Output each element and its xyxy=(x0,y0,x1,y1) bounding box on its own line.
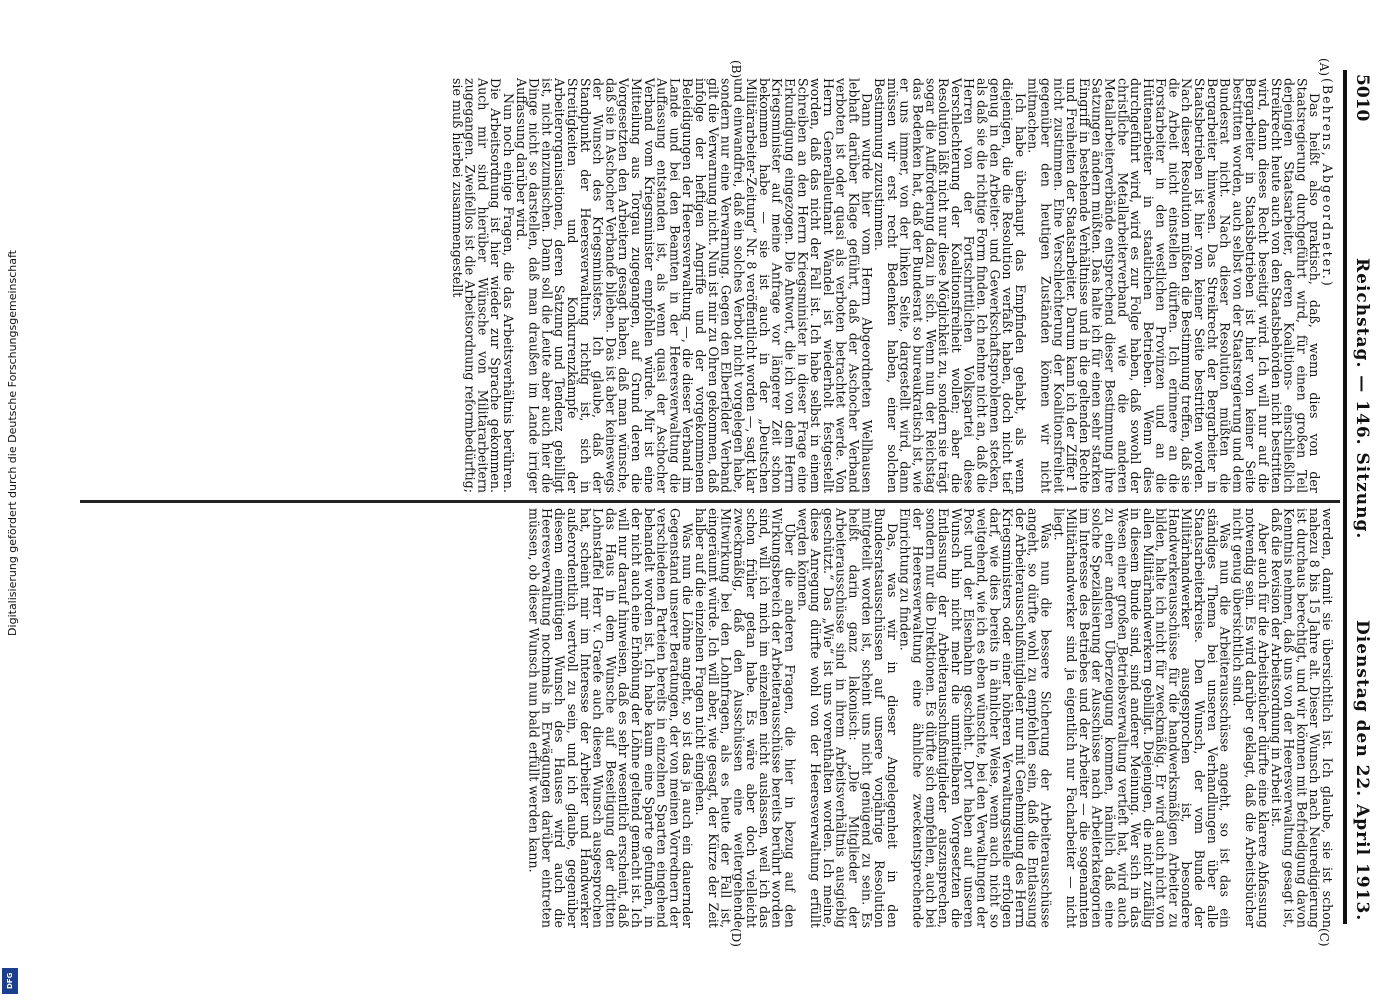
margin-marker-a: (A) xyxy=(1317,58,1331,77)
paragraph: Über die anderen Fragen, die hier in bezug auf den Wirkungsbereich der Arbeiterausschüsse bereits berührt worden sind, will ich mich im einzelnen nicht auslassen, weil ich das schon früher getan habe. Es wäre aber doch vielleicht zweckmäßig, daß den Ausschüssen eine weitergehende Mitwirkung bei den Lohnfragen, als es heute der Fall ist, eingeräumt würde. Ich will aber, wie gesagt, der Kürze der Zeit halber auf die einzelnen Fragen nicht eingehen. xyxy=(692,508,798,928)
page-header-center: Reichstag. — 146. Sitzung. xyxy=(1352,258,1372,540)
header-rule xyxy=(1343,70,1347,924)
paragraph: werden, damit sie übersichtlich ist. Ich glaube, sie ist schon nahezu 8 bis 15 Jahre alt. Dieser Wunsch nach Neuredigierung ist durchaus berechtigt, und wir können mit Befriedigung davon Kenntnis nehmen, daß uns von der Heeresverwaltung gesagt ist, daß die Revision der Arbeitsordnung in Arbeit ist. xyxy=(1268,508,1335,928)
paragraph: Ich habe überhaupt das Empfinden gehabt, als wenn diejenigen, die die Resolution verfaßt haben, doch nicht tief genug in den Arbeiter- und Gewerkschaftsproblemen stecken, als daß sie die richtige Form finden. Ich nehme nicht an, daß die Herren von der Fortschrittlichen Volkspartei diese Verschlechterung der Koalitionsfreiheit wollen; aber die Resolution läßt nicht nur diese Möglichkeit zu, sondern sie trägt sogar die Aufforderung dazu in sich. Wenn nun der Reichstag das Bedenken hat, daß der Bundesrat so bureaukratisch ist, wie er uns immer, von der linken Seite, dargestellt wird, dann müssen wir erst recht Bedenken haben, einer solchen Bestimmung zuzustimmen. xyxy=(872,78,1028,493)
paragraph: Was nun die Arbeiterausschüsse angeht, so ist das ein ständiges Thema bei unseren Verhandlungen über alle Staatsarbeiterkreise. Den Wunsch, der vom Bunde der Militärhandwerker ausgesprochen ist, besondere Handwerkerausschüsse für die handwerksmäßigen Arbeiter zu bilden, halte ich nicht für zweckmäßig. Er wird auch nicht von allen Militärhandwerkern gebilligt. Diejenigen, die nicht zufällig in diesem Bunde sind, sind anderer Meinung. Wer sich in das Wesen einer großen Betriebsverwaltung vertieft hat, wird auch zu einer anderen Überzeugung kommen, nämlich daß eine solche Spezialisierung der Ausschüsse nach Arbeiterkategorien im Interesse des Betriebes und der Arbeiter — die sogenannten Militärhandwerker sind ja eigentlich nur Facharbeiter — nicht liegt. xyxy=(1051,508,1233,928)
column-divider xyxy=(80,500,1340,503)
paragraph: Das heißt also praktisch, daß, wenn dies von der Staatsregierung durchgeführt wird, für einen großen Teil derjenigen Staatsarbeiter, deren Koalitions- einschließlich Streikrecht heute auch von den Staatsbehörden nicht bestritten wird, dann dieses Recht beseitigt wird. Ich will nur auf die Bergarbeiter in Staatsbetrieben ist hier von keiner Seite bestritten worden, auch selbst von der Staatsregierung und dem Bundesrat nicht. Nach dieser Resolution müßten die Bergarbeiter hinwesen. Das Streikrecht der Bergarbeiter in Staatsbetrieben ist hier von keiner Seite bestritten worden. Nach dieser Resolution müßten die Bestimmung treffen, daß sie die Arbeit nicht einstellen dürften. Ich erinnere an die Forstarbeiter in den westlichen Provinzen und an die Hüttenarbeiter in staatlichen Betrieben. Wenn dies durchgeführt wird, wird es zur Folge haben, daß sowohl der christliche Metallarbeiterverband wie die anderen Metallarbeiterverbände entsprechend dieser Bestimmung ihre Satzungen ändern müßten. Das halte ich für einen sehr starken Eingriff in bestehende Verhältnisse und in die geltenden Rechte und Freiheiten der Staatsarbeiter. Darum kann ich der Ziffer 1 nicht zustimmen. Eine Verschlechterung der Koalitionsfreiheit gegenüber den heutigen Zuständen können wir nicht mitmachen. xyxy=(1025,78,1323,493)
paragraph: Was nun die Löhne angeht, so ist das ja auch ein dauernder Gegenstand unserer Beratungen, der von meinen Vorrednern der verschiedenen Parteien bereits in einzelnen Sparten eingehend behandelt worden ist. Ich habe kaum eine Sparte gefunden, in der nicht auch eine Erhöhung der Löhne geltend gemacht ist. Ich will nur darauf hinweisen, daß es sehr wesentlich erscheint, daß das Haus in dem Wunsche auf Beseitigung der dritten Lohnstaffel Herr v. Graefe auch diesen Wunsch ausgesprochen hat, scheint mir im Interesse der Arbeiter und Handwerker außerordentlich wertvoll zu sein, und ich glaube, gegenüber diesem einmütigen Wunsch des Hauses wird auch die Heeresverwaltung nochmals in Erwägungen darüber eintreten müssen, ob dieser Wunsch nun bald erfüllt werden kann. xyxy=(526,508,696,928)
dfg-logo: DFG xyxy=(2,968,18,994)
page-number: 5010 xyxy=(1352,74,1372,122)
margin-marker-b: (B) xyxy=(729,60,743,79)
margin-marker-d: (D) xyxy=(729,928,743,947)
paragraph: Aber auch für die Arbeitsbücher dürfte eine klarere Abfassung notwendig sein. Es wird darüber geklagt, daß die Arbeitsbücher nicht genug übersichtlich sind. xyxy=(1230,508,1272,928)
speaker-label: (Behrens, Abgeordneter.) xyxy=(1320,78,1335,288)
paragraph: Nun noch einige Fragen, die das Arbeitsverhältnis berühren. Die Arbeitsordnung ist hier wieder zur Sprache gekommen. Auch mir sind hierüber Wünsche von Militärarbeitern zugegangen. Zweifellos ist die Arbeitsordnung reformbedürftig; sie muß hierbei zusammengestellt xyxy=(449,78,516,493)
paragraph: Dann wurde hier vom Herrn Abgeordneten Wellhausen lebhaft darüber Klage geführt, daß der Aschocher Verband verboten ist oder quasi als verboten betrachtet werde. Von Herrn Generalleutnant Wandel ist wiederholt festgestellt worden, daß das nicht der Fall ist. Ich habe selbst in einem Schreiben an den Herrn Kriegsminister in dieser Frage eine Erkundigung eingezogen. Die Antwort, die ich von dem Herrn Kriegsminister auf meine Anfrage vor längerer Zeit schon bekommen habe — sie ist auch in der „Deutschen Militärarbeiter-Zeitung“ Nr. 8 veröffentlicht worden —, sagt klar und einwandfrei, daß ein solches Verbot nicht vorgelegen habe, sondern nur eine Verwarnung. Gegen den Elberfelder Verband gilt die Verwarnung nicht. Nun ist mir zu Ohren gekommen, daß infolge der heftigen Angriffe und der vorgekommenen Beleidigungen der Heeresverwaltung —, die dieser Verband im Lande und bei den Beamten in der Heeresverwaltung die Auffassung entstanden ist, als wenn quasi der Aschocher Verband vom Kriegsminister empfohlen würde. Mir ist eine Mitteilung aus Torgau zugegangen, auf Grund deren die Vorgesetzten den Arbeitern gesagt haben, daß man wünsche, daß sie in Aschocher Verbande blieben. Das ist aber keineswegs der Wunsch des Kriegsministers. Ich glaube, daß der Standpunkt der Heeresverwaltung richtig ist, sich in Streitigkeiten und Konkurrenzkämpfe der Arbeiterorganisationen, deren Satzung und Tendenz gebilligt ist, nicht einzumischen. Dann soll die Leute aber auch hier die Dinge nicht so darstellen, daß man draußen im Lande irriger Auffassung darüber wird. xyxy=(513,78,875,493)
page-header-date: Dienstag den 22. April 1913. xyxy=(1352,620,1372,922)
margin-marker-c: (C) xyxy=(1317,928,1331,947)
scanned-page xyxy=(60,0,1372,1000)
digitization-credit: Digitalisierung gefördert durch die Deutsche Forschungsgemeinschaft xyxy=(6,250,19,636)
paragraph: Das, was wir in dieser Angelegenheit in den Bundesratsausschüssen auf unsere vorjährige Resolution mitgeteilt worden ist, scheint uns nicht genügend zu sein. Es heißt darin ganz lakonisch: „Die Mitglieder der Arbeiterausschüsse sind in ihrem Arbeitsverhältnis ausgiebig geschützt.“ Das „Wie“ ist uns vorenthalten worden. Ich meine, diese Anregung dürfte wohl von der Heeresverwaltung erfüllt werden können. xyxy=(795,508,900,928)
text-column-right xyxy=(185,508,1333,928)
text-column-left xyxy=(185,78,1333,493)
paragraph: Was nun die bessere Sicherung der Arbeiterausschüsse angeht, so dürfte wohl zu empfehlen sein, daß die Entlassung der Arbeiterausschußmitglieder nur mit Genehmigung des Herrn Kriegsministers oder einer höheren Verwaltungsstelle erfolgen darf, wie dies bereits in ähnlicher Weise, wenn auch nicht so weitgehend, wie ich es eben wünschte, bei den Verwaltungen der Post und der Eisenbahn geschieht. Dort haben auf unseren Wunsch hin nicht mehr die unmittelbaren Vorgesetzten die Entlassung der Arbeiterausschußmitglieder auszusprechen, sondern nur die Direktionen. Es dürfte sich empfehlen, auch bei der Heeresverwaltung eine ähnliche zweckentsprechende Einrichtung zu finden. xyxy=(897,508,1054,928)
